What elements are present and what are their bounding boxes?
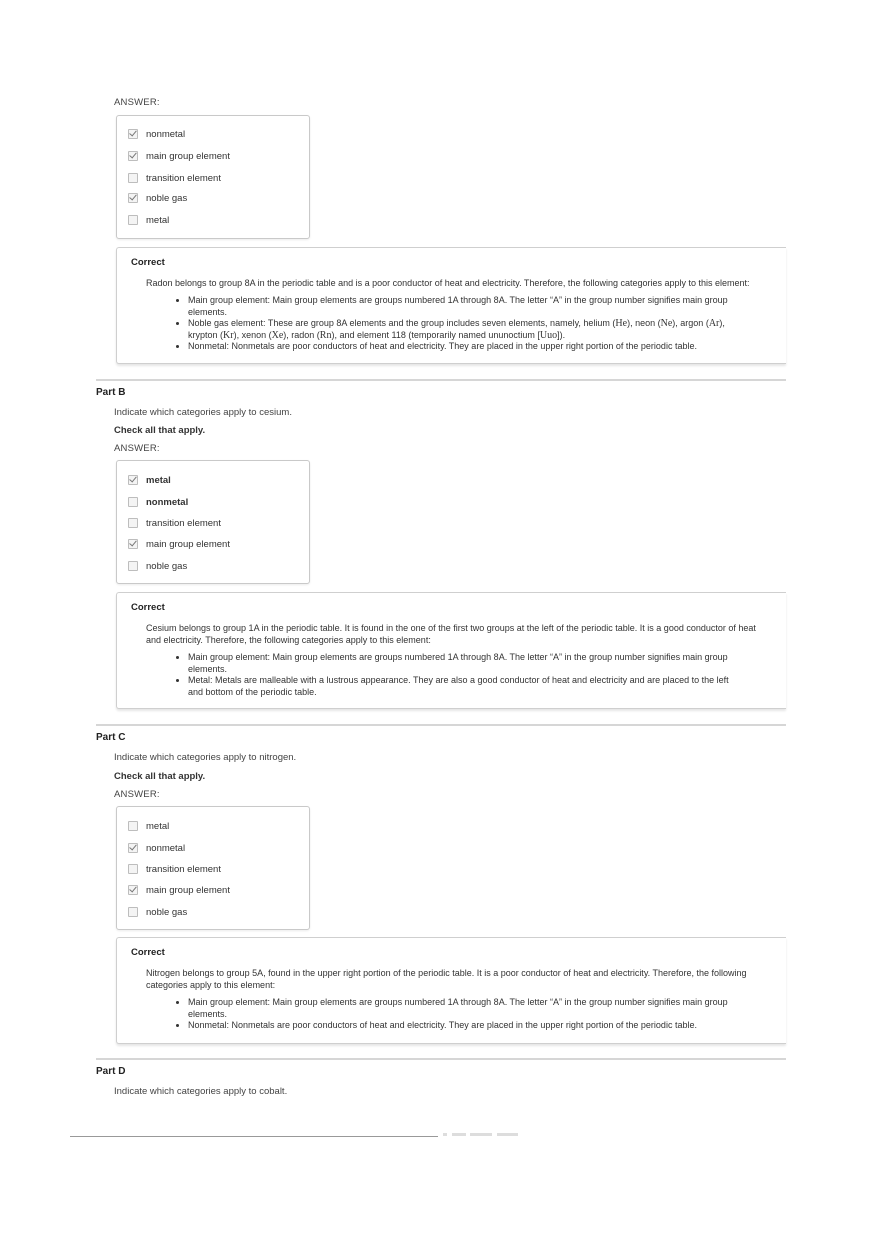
feedback-list xyxy=(131,652,772,698)
feedback-bullet: • Nonmetal: Nonmetals are poor conductors of heat and electricity. They are placed in the upper right portion of the periodic table. xyxy=(188,341,738,353)
element-symbol: Ne xyxy=(660,318,673,329)
checkbox-checked[interactable] xyxy=(128,151,138,161)
feedback-intro: Cesium belongs to group 1A in the periodic table. It is found in the one of the first two groups at the left of the periodic table. It is a good conductor of heat and electricity. Therefore, the following categories apply to this element: xyxy=(146,623,756,645)
part-b-choice-metal[interactable] xyxy=(128,473,171,487)
element-symbol: Ar xyxy=(708,318,720,329)
checkbox-unchecked[interactable] xyxy=(128,907,138,917)
part-b-choices xyxy=(116,460,310,584)
checkbox-unchecked[interactable] xyxy=(128,561,138,571)
part-c-choice-main-group[interactable] xyxy=(128,883,230,897)
checkbox-unchecked[interactable] xyxy=(128,173,138,183)
part-c-instruction: Check all that apply. xyxy=(114,771,206,782)
part-c-choice-nonmetal[interactable] xyxy=(128,841,185,855)
checkbox-unchecked[interactable] xyxy=(128,215,138,225)
part-c-choice-metal[interactable] xyxy=(128,819,169,833)
checkbox-checked[interactable] xyxy=(128,475,138,485)
part-b-choice-noble-gas[interactable] xyxy=(128,559,187,573)
part-a-feedback xyxy=(116,247,786,364)
feedback-list xyxy=(131,997,772,1032)
part-a-answer-label: ANSWER: xyxy=(114,97,160,108)
footer-mark xyxy=(470,1133,492,1136)
choice-label: transition element xyxy=(146,863,221,875)
feedback-bullet-noble-gas: • Noble gas element: These are group 8A elements and the group includes seven elements, namely, helium (He), neon (Ne), argon (Ar), krypton (Kr), xenon (Xe), radon (Rn), and element 118 (temporarily named ununoctium [Uuo]). xyxy=(188,318,738,341)
checkbox-checked[interactable] xyxy=(128,193,138,203)
part-b-answer-label: ANSWER: xyxy=(114,443,160,454)
checkbox-unchecked[interactable] xyxy=(128,821,138,831)
choice-label: nonmetal xyxy=(146,128,186,140)
part-c-answer-label: ANSWER: xyxy=(114,789,160,800)
part-d-title: Part D xyxy=(96,1066,126,1077)
part-d-prompt: Indicate which categories apply to cobalt. xyxy=(114,1086,288,1097)
checkbox-checked[interactable] xyxy=(128,539,138,549)
part-b-title: Part B xyxy=(96,387,126,398)
part-a-choice-main-group[interactable] xyxy=(128,149,230,163)
part-b-feedback xyxy=(116,592,786,709)
choice-label: metal xyxy=(146,474,171,486)
part-a-choices xyxy=(116,115,310,239)
checkbox-unchecked[interactable] xyxy=(128,518,138,528)
part-a-choice-nonmetal[interactable] xyxy=(128,127,185,141)
feedback-list xyxy=(131,295,772,353)
part-c-choice-noble-gas[interactable] xyxy=(128,905,187,919)
part-b-prompt: Indicate which categories apply to cesium. xyxy=(114,407,292,418)
part-a-choice-transition[interactable] xyxy=(128,171,221,185)
choice-label: transition element xyxy=(146,172,221,184)
part-c-choice-transition[interactable] xyxy=(128,862,221,876)
element-symbol: Uuo xyxy=(539,329,558,341)
choice-label: nonmetal xyxy=(146,842,186,854)
section-divider xyxy=(96,1058,786,1060)
feedback-bullet: • Nonmetal: Nonmetals are poor conductors of heat and electricity. They are placed in the upper right portion of the periodic table. xyxy=(188,1020,738,1032)
part-c-title: Part C xyxy=(96,732,126,743)
section-divider xyxy=(96,379,786,381)
section-divider xyxy=(96,724,786,726)
part-b-choice-nonmetal[interactable] xyxy=(128,495,188,509)
part-a-choice-metal[interactable] xyxy=(128,213,169,227)
feedback-bullet: • Metal: Metals are malleable with a lustrous appearance. They are also a good conductor of heat and electricity and are placed to the left and bottom of the periodic table. xyxy=(188,675,738,698)
checkbox-unchecked[interactable] xyxy=(128,497,138,507)
element-symbol: Rn xyxy=(319,329,332,341)
choice-label: noble gas xyxy=(146,906,188,918)
footer-rule xyxy=(70,1136,438,1137)
footer-mark xyxy=(443,1133,447,1136)
checkbox-checked[interactable] xyxy=(128,843,138,853)
checkbox-checked[interactable] xyxy=(128,129,138,139)
footer-mark xyxy=(497,1133,518,1136)
element-symbol: He xyxy=(615,318,628,329)
part-c-feedback xyxy=(116,937,786,1044)
choice-label: nonmetal xyxy=(146,496,189,508)
choice-label: metal xyxy=(146,820,170,832)
choice-label: noble gas xyxy=(146,192,188,204)
element-symbol: Xe xyxy=(271,329,284,341)
part-b-choice-main-group[interactable] xyxy=(128,537,230,551)
feedback-title: Correct xyxy=(131,257,165,268)
feedback-title: Correct xyxy=(131,947,165,958)
feedback-intro: Nitrogen belongs to group 5A, found in the upper right portion of the periodic table. It is a poor conductor of heat and electricity. Therefore, the following categories apply to this element: xyxy=(146,968,747,990)
part-c-prompt: Indicate which categories apply to nitrogen. xyxy=(114,752,297,763)
footer-mark xyxy=(452,1133,466,1136)
choice-label: main group element xyxy=(146,884,230,896)
feedback-bullet: • Main group element: Main group elements are groups numbered 1A through 8A. The letter “A” in the group number signifies main group elements. xyxy=(188,652,738,675)
part-b-instruction: Check all that apply. xyxy=(114,425,206,436)
part-c-choices xyxy=(116,806,310,930)
feedback-bullet: • Main group element: Main group elements are groups numbered 1A through 8A. The letter “A” in the group number signifies main group elements. xyxy=(188,295,738,318)
choice-label: noble gas xyxy=(146,560,188,572)
checkbox-unchecked[interactable] xyxy=(128,864,138,874)
feedback-intro: Radon belongs to group 8A in the periodic table and is a poor conductor of heat and electricity. Therefore, the following categories apply to this element: xyxy=(146,278,750,288)
choice-label: metal xyxy=(146,214,170,226)
part-a-choice-noble-gas[interactable] xyxy=(128,191,187,205)
feedback-bullet: • Main group element: Main group elements are groups numbered 1A through 8A. The letter “A” in the group number signifies main group elements. xyxy=(188,997,738,1020)
part-b-choice-transition[interactable] xyxy=(128,516,221,530)
element-symbol: Kr xyxy=(223,329,234,341)
checkbox-checked[interactable] xyxy=(128,885,138,895)
choice-label: transition element xyxy=(146,517,221,529)
feedback-title: Correct xyxy=(131,602,165,613)
choice-label: main group element xyxy=(146,538,230,550)
choice-label: main group element xyxy=(146,150,230,162)
